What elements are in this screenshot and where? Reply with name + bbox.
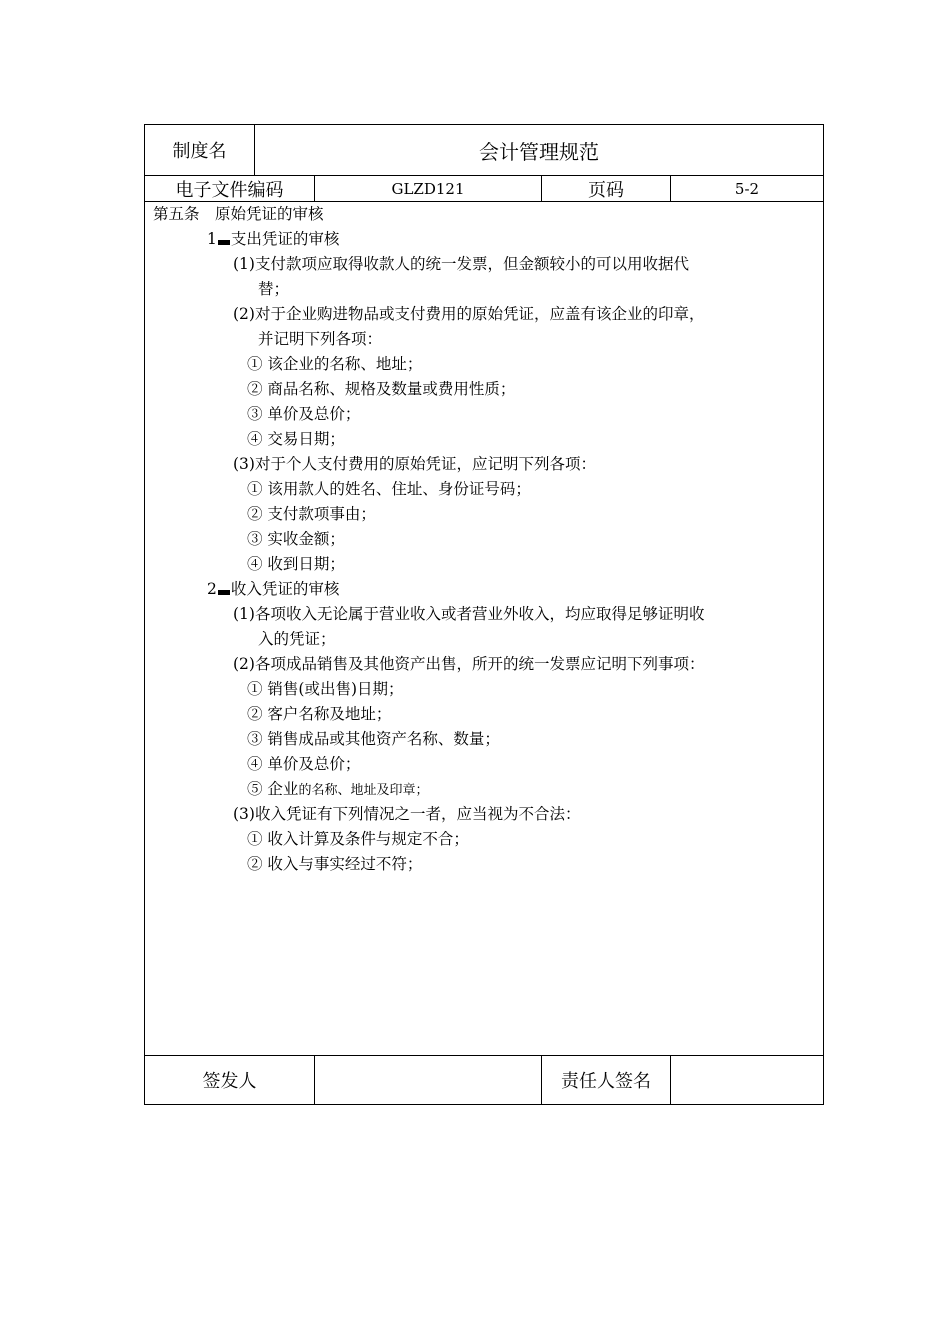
file-code-label: 电子文件编码: [175, 179, 284, 201]
sub-item: ④ 交易日期；: [247, 430, 345, 448]
list-item-continuation: 并记明下列各项：: [258, 330, 383, 348]
document-title: 会计管理规范: [479, 139, 599, 164]
sub-item: ② 商品名称、规格及数量或费用性质；: [247, 380, 516, 398]
section-number: 2: [207, 580, 217, 598]
list-item-continuation: 替；: [258, 280, 290, 298]
sub-item: ② 收入与事实经过不符；: [247, 855, 423, 873]
list-item: (1)各项收入无论属于营业收入或者营业外收入，均应取得足够证明收: [233, 605, 705, 623]
sub-item: ① 收入计算及条件与规定不合；: [247, 830, 469, 848]
underline-mark: [218, 240, 230, 245]
sub-item: [247, 777, 428, 804]
responsible-signature-field[interactable]: [671, 1056, 823, 1104]
list-item: (2)各项成品销售及其他资产出售，所开的统一发票应记明下列事项：: [233, 655, 705, 673]
list-item: (3)对于个人支付费用的原始凭证，应记明下列各项：: [233, 455, 596, 473]
page-label: 页码: [588, 179, 624, 201]
list-item: (1)支付款项应取得收款人的统一发票，但金额较小的可以用收据代: [233, 255, 689, 273]
page-number: 5-2: [734, 179, 760, 198]
sub-item: ② 支付款项事由；: [247, 505, 376, 523]
list-item-continuation: 入的凭证；: [258, 630, 336, 648]
sub-item: ② 客户名称及地址；: [247, 705, 392, 723]
file-code-value: GLZD121: [391, 179, 465, 198]
underline-mark: [218, 590, 230, 595]
responsible-signature-label: 责任人签名: [561, 1071, 651, 1092]
section-heading: [207, 577, 339, 602]
sub-item-lead: ⑤ 企业: [247, 780, 299, 798]
issuer-label: 签发人: [202, 1071, 257, 1092]
sub-item: ③ 实收金额；: [247, 530, 345, 548]
document-form: [144, 124, 824, 1105]
list-item: (2)对于企业购进物品或支付费用的原始凭证，应盖有该企业的印章，: [233, 305, 705, 323]
policy-name-label: 制度名: [172, 141, 227, 162]
section-heading: [207, 227, 339, 252]
sub-item: ④ 收到日期；: [247, 555, 345, 573]
sub-item: ① 该用款人的姓名、住址、身份证号码；: [247, 480, 531, 498]
sub-item: ① 销售(或出售)日期；: [247, 680, 404, 698]
sub-item: ① 该企业的名称、地址；: [247, 355, 423, 373]
section-title: 支出凭证的审核: [230, 230, 340, 248]
section-number: 1: [207, 230, 217, 248]
section-title: 收入凭证的审核: [230, 580, 340, 598]
article-heading: 第五条 原始凭证的审核: [153, 205, 324, 223]
sub-item: ③ 销售成品或其他资产名称、数量；: [247, 730, 500, 748]
sub-item-rest: 的名称、地址及印章；: [298, 783, 429, 798]
list-item: (3)收入凭证有下列情况之一者，应当视为不合法：: [233, 805, 581, 823]
sub-item: ③ 单价及总价；: [247, 405, 361, 423]
issuer-field[interactable]: [315, 1056, 541, 1104]
sub-item: ④ 单价及总价；: [247, 755, 361, 773]
